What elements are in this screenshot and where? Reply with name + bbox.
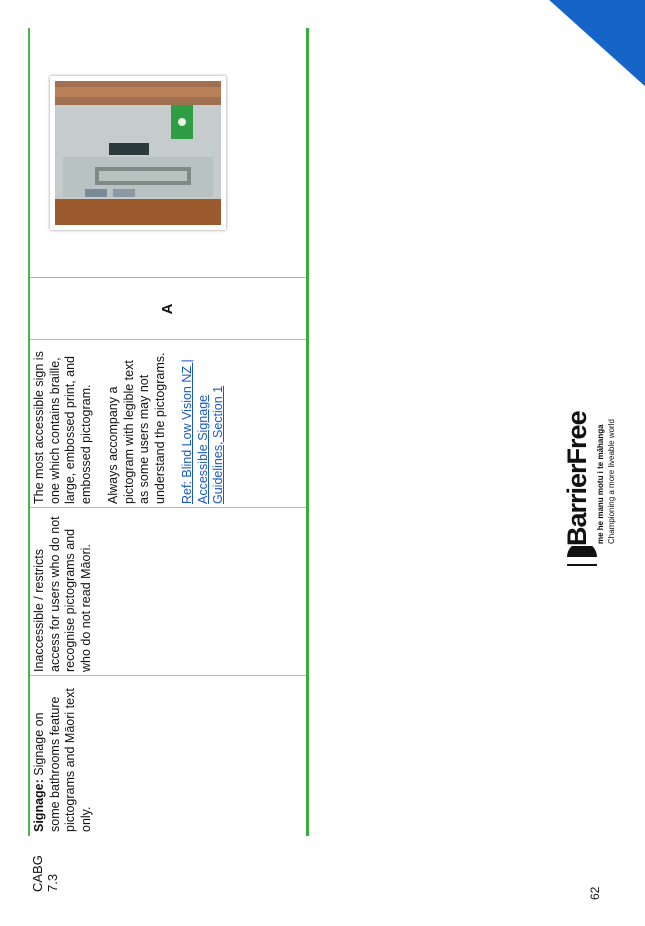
finding-label: Signage:	[32, 779, 46, 832]
barrier-free-logo	[562, 386, 632, 566]
rating-value: A	[159, 303, 176, 315]
logo-subtitle-maori: me he manu motu i te māhanga	[596, 424, 605, 544]
column-divider	[30, 277, 306, 278]
finding-text: Signage on some bathrooms feature pictograms and Māori text only.	[32, 688, 93, 832]
recommendation-paragraph-2: Always accompany a pictogram with legible text as some users may not understand the pictograms.	[106, 352, 167, 504]
impact-text: Inaccessible / restricts access for users who do not recognise pictograms and who do not read Māori.	[32, 516, 93, 672]
logo-subtitle-english: Championing a more liveable world	[607, 419, 616, 544]
bathroom-door-pictogram-photo	[55, 81, 221, 225]
logo-mark-icon	[565, 546, 599, 566]
table-bottom-border	[306, 28, 309, 836]
item-code: CABG 7.3	[30, 855, 60, 892]
rating-cell	[30, 278, 306, 340]
reference-link[interactable]: Ref: Blind Low Vision NZ | Accessible Signage Guidelines, Section 1	[180, 359, 225, 504]
recommendation-paragraph-1: The most accessible sign is one which contains braille, large, embossed print, and embossed pictogram.	[32, 351, 93, 504]
page-number: 62	[588, 886, 602, 900]
finding-cell	[30, 676, 306, 836]
photo-frame	[50, 76, 226, 230]
impact-cell	[30, 508, 306, 676]
logo-title: BarrierFree	[562, 411, 592, 546]
recommendation-cell	[30, 340, 306, 508]
